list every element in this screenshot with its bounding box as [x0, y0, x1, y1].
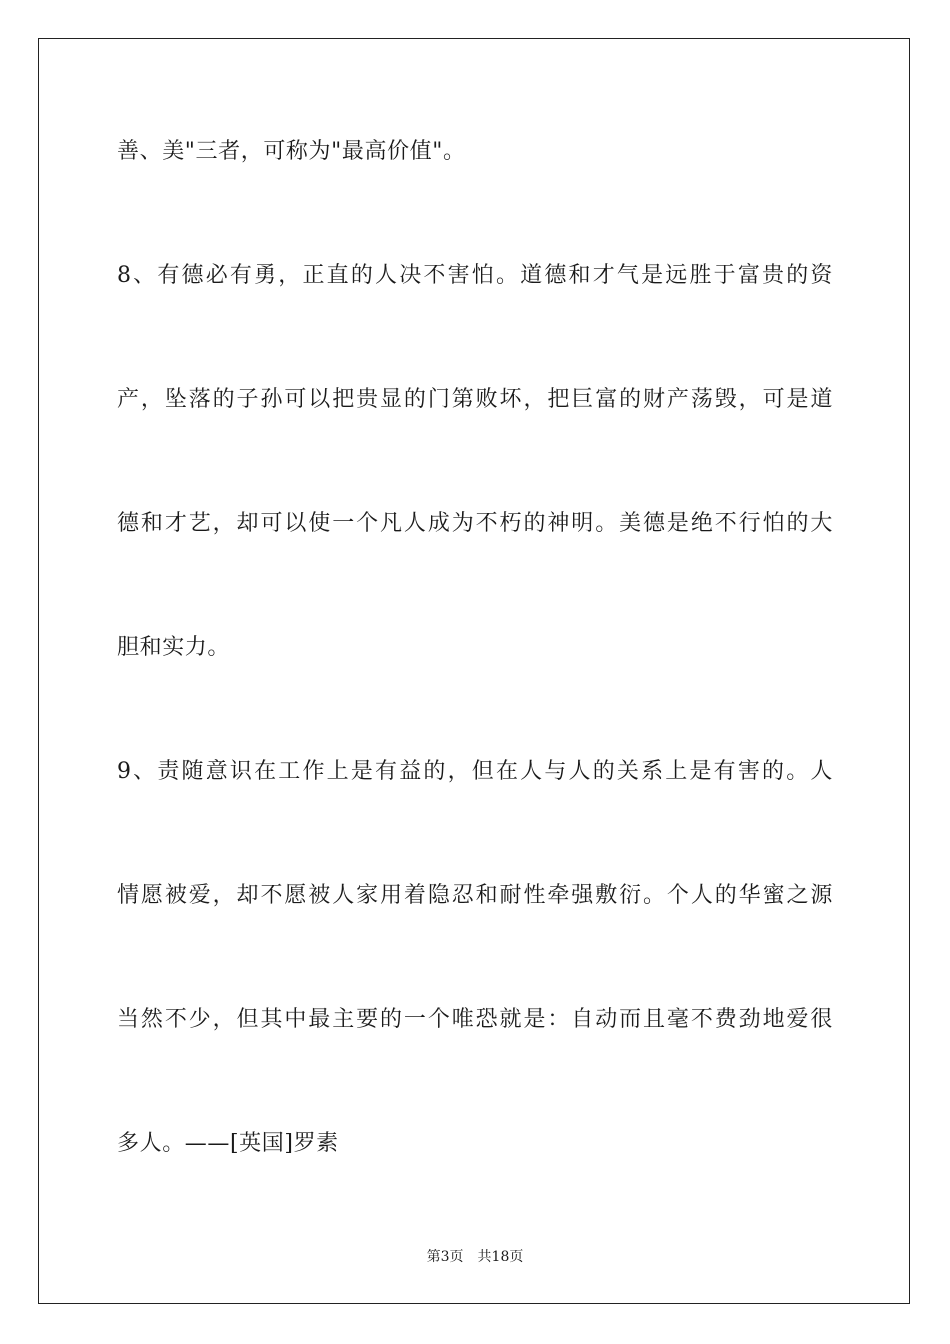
text-line-9: 多人。——[英国]罗素: [117, 1131, 339, 1156]
page-footer: [0, 1247, 950, 1267]
text-line-2: 8、有德必有勇，正直的人决不害怕。道德和才气是远胜于富贵的资: [117, 263, 833, 288]
text-line-5: 胆和实力。: [117, 635, 231, 660]
page-border: [38, 38, 910, 1304]
text-line-7: 情愿被爱，却不愿被人家用着隐忍和耐性牵强敷衍。个人的华蜜之源: [117, 883, 833, 908]
text-line-3: 产，坠落的子孙可以把贵显的门第败坏，把巨富的财产荡毁，可是道: [117, 387, 833, 412]
page-number: 第3页: [426, 1249, 464, 1265]
page-total: 共18页: [477, 1249, 524, 1265]
text-line-4: 德和才艺，却可以使一个凡人成为不朽的神明。美德是绝不行怕的大: [117, 511, 833, 536]
text-line-1: 善、美"三者，可称为"最高价值"。: [117, 139, 466, 164]
text-line-8: 当然不少，但其中最主要的一个唯恐就是：自动而且毫不费劲地爱很: [117, 1007, 833, 1032]
text-line-6: 9、责随意识在工作上是有益的，但在人与人的关系上是有害的。人: [117, 759, 833, 784]
